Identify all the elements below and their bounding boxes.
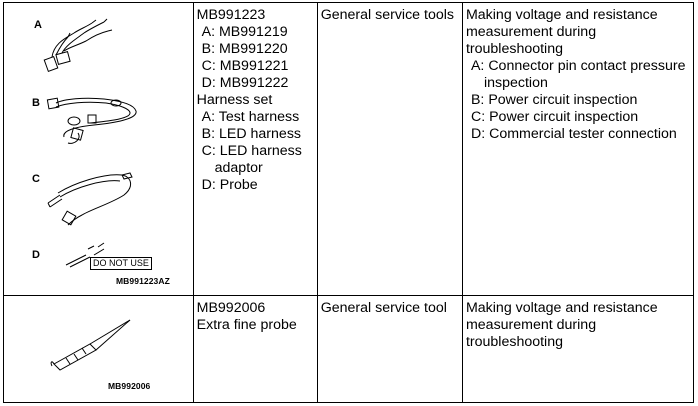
tool-image-cell (4, 296, 194, 403)
supersession-text: General service tools (320, 7, 454, 23)
tool-number-cell (193, 296, 317, 403)
drawing-code: MB992006 (108, 381, 151, 391)
probe-illustration (4, 296, 193, 402)
tool-name-sub: adaptor (214, 160, 263, 176)
supersession-cell (317, 296, 462, 403)
tool-number-sub: A: MB991219 (201, 24, 288, 40)
special-tools-table (3, 2, 694, 403)
tool-name: Harness set (196, 92, 273, 108)
tool-name: Extra fine probe (196, 317, 297, 333)
do-not-use-stamp: DO NOT USE (90, 257, 152, 270)
tool-name-sub: C: LED harness (201, 143, 302, 159)
tool-number-sub: B: MB991220 (201, 41, 288, 57)
tool-name-sub: D: Probe (201, 177, 258, 193)
probe-drawing (4, 296, 192, 402)
application-item: C: Power circuit inspection (470, 109, 639, 125)
label-b: B (32, 97, 40, 109)
application-item: D: Commercial tester connection (470, 126, 677, 142)
table-row (4, 3, 694, 296)
label-a: A (34, 19, 42, 31)
application-cell (462, 296, 693, 403)
application-item: inspection (483, 75, 548, 91)
supersession-text: General service tool (320, 300, 447, 316)
label-d: D (32, 249, 40, 261)
application-item: B: Power circuit inspection (470, 92, 638, 108)
application-text: Making voltage and resistance (465, 300, 658, 316)
tool-number-sub: D: MB991222 (201, 75, 289, 91)
harness-drawing (4, 3, 192, 295)
table-row (4, 296, 694, 403)
tool-name-sub: A: Test harness (201, 109, 300, 125)
tool-number: MB991223 (196, 7, 266, 23)
application-text: measurement during (465, 317, 597, 333)
label-c: C (32, 173, 40, 185)
application-text: Making voltage and resistance (465, 7, 658, 23)
supersession-cell (317, 3, 462, 296)
application-text: troubleshooting (465, 41, 563, 57)
application-cell (462, 3, 693, 296)
application-item: A: Connector pin contact pressure (470, 58, 686, 74)
tool-number: MB992006 (196, 300, 266, 316)
tool-name-sub: B: LED harness (201, 126, 302, 142)
harness-set-illustration (4, 3, 193, 295)
tool-number-sub: C: MB991221 (201, 58, 289, 74)
drawing-code: MB991223AZ (116, 276, 170, 286)
tool-number-cell (193, 3, 317, 296)
tool-image-cell (4, 3, 194, 296)
application-text: troubleshooting (465, 334, 563, 350)
application-text: measurement during (465, 24, 597, 40)
